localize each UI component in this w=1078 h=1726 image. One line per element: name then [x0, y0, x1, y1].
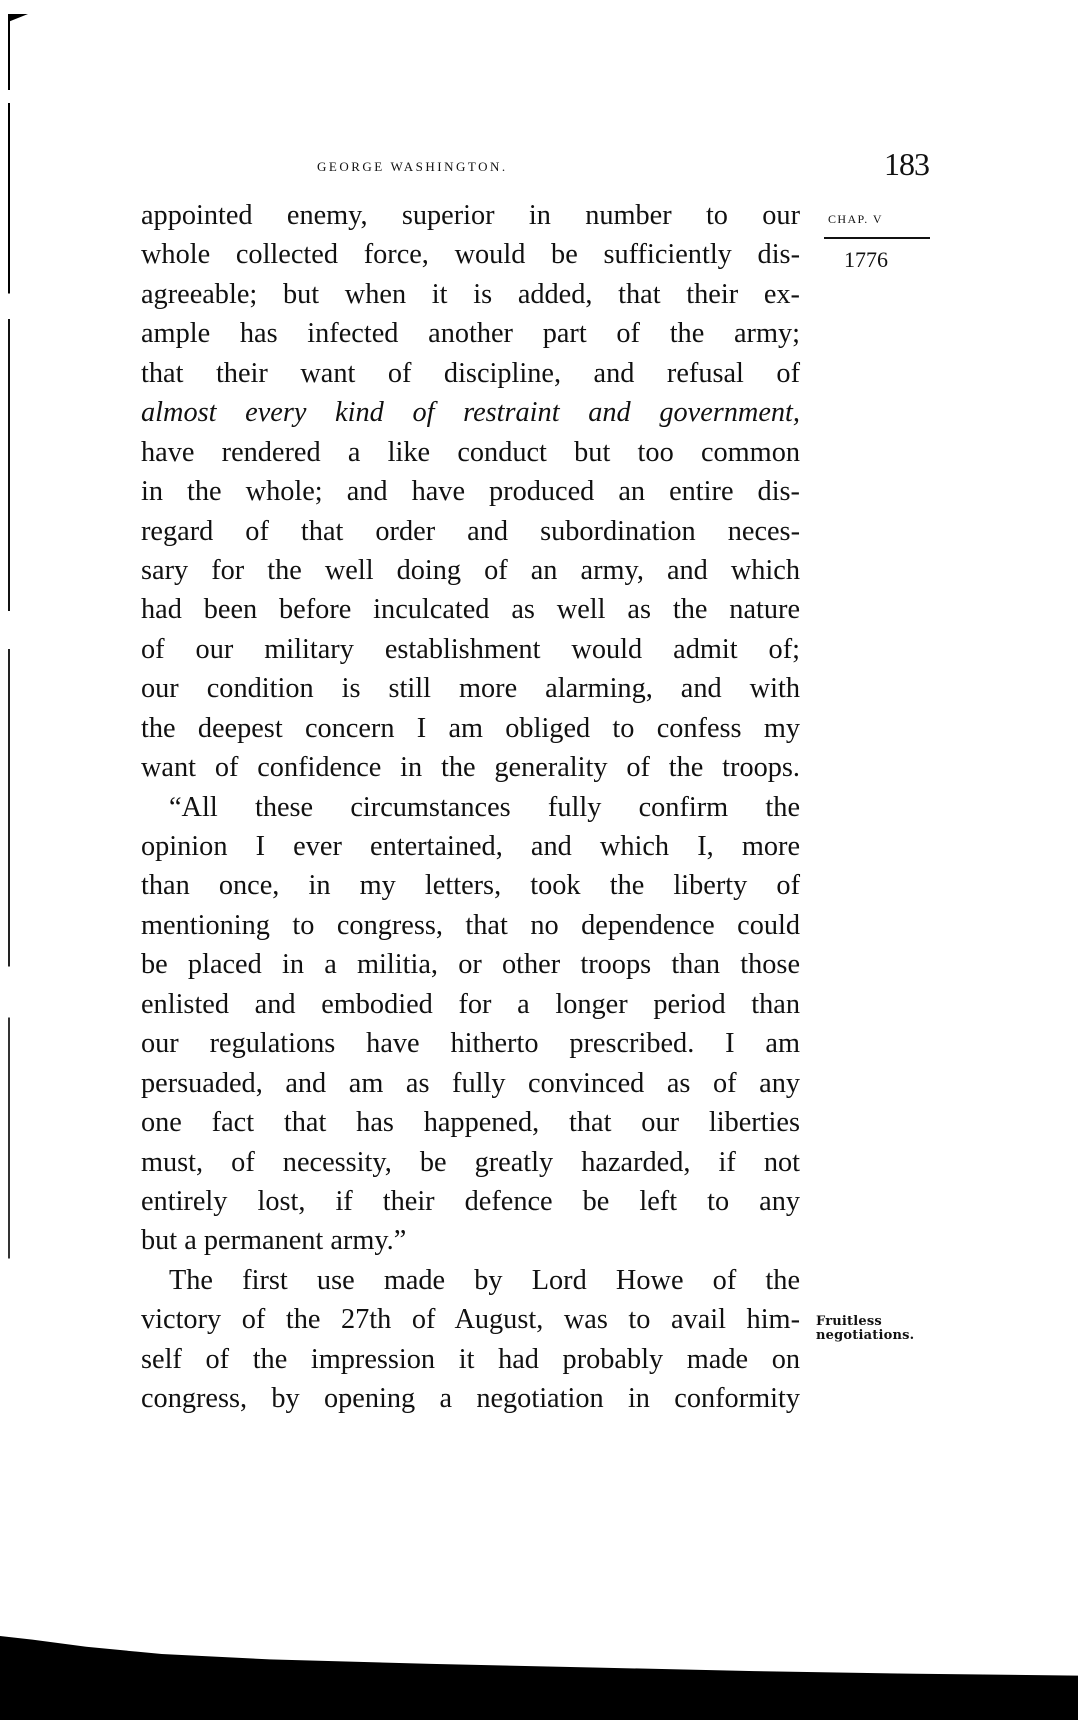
margin-chapter-label: CHAP. V: [828, 208, 883, 227]
text-line: ample has infected another part of the army;: [141, 318, 800, 350]
body-text: [141, 196, 800, 1419]
text-line: entirely lost, if their defence be left to any: [141, 1185, 800, 1217]
text-line: “All these circumstances fully confirm the: [169, 791, 800, 823]
margin-note-line: negotiations.: [816, 1328, 915, 1343]
text-line: that their want of discipline, and refusal of: [141, 357, 800, 389]
text-line: our regulations have hitherto prescribed. I am: [141, 1028, 800, 1060]
page-edge-shadow: [8, 14, 10, 1284]
text-line: had been before inculcated as well as the nature: [141, 594, 800, 626]
text-line: one fact that has happened, that our liberties: [141, 1107, 800, 1139]
page-bottom-shadow: [0, 1636, 1078, 1726]
page-number: 183: [884, 146, 929, 182]
text-line: but a permanent army.”: [141, 1225, 407, 1257]
text-line: want of confidence in the generality of the troops.: [141, 752, 800, 784]
margin-divider: [824, 237, 930, 239]
margin-year: 1776: [844, 247, 888, 272]
text-line: our condition is still more alarming, and with: [141, 673, 800, 705]
text-line: have rendered a like conduct but too common: [141, 436, 800, 468]
text-line: agreeable; but when it is added, that their ex-: [141, 278, 800, 310]
text-line: sary for the well doing of an army, and which: [141, 554, 800, 586]
text-line: of our military establishment would admit of;: [141, 633, 800, 665]
margin-note-line: Fruitless: [816, 1314, 882, 1329]
running-title: george washington.: [317, 155, 508, 176]
page-bottom-edge: [0, 1720, 1078, 1726]
text-line: than once, in my letters, took the liberty of: [141, 870, 800, 902]
text-line: victory of the 27th of August, was to avail him-: [141, 1304, 800, 1336]
text-line: the deepest concern I am obliged to confess my: [141, 712, 800, 744]
text-line: must, of necessity, be greatly hazarded, if not: [141, 1146, 800, 1178]
text-line: in the whole; and have produced an entire dis-: [141, 476, 800, 508]
text-line: whole collected force, would be sufficiently dis-: [141, 239, 800, 271]
text-line: congress, by opening a negotiation in conformity: [141, 1383, 800, 1415]
text-line: appointed enemy, superior in number to our: [141, 200, 800, 231]
text-line: regard of that order and subordination neces-: [141, 515, 800, 547]
text-line: persuaded, and am as fully convinced as of any: [141, 1067, 800, 1099]
text-line: enlisted and embodied for a longer period than: [141, 988, 800, 1020]
text-line: The first use made by Lord Howe of the: [169, 1264, 800, 1296]
page-corner-shadow: [8, 14, 28, 22]
margin-note: [816, 1315, 914, 1343]
text-line: self of the impression it had probably made on: [141, 1343, 800, 1375]
text-line: mentioning to congress, that no dependence could: [141, 909, 800, 941]
text-line: opinion I ever entertained, and which I, more: [141, 831, 800, 862]
text-line: almost every kind of restraint and government,: [141, 397, 800, 429]
text-line: be placed in a militia, or other troops than those: [141, 949, 800, 981]
